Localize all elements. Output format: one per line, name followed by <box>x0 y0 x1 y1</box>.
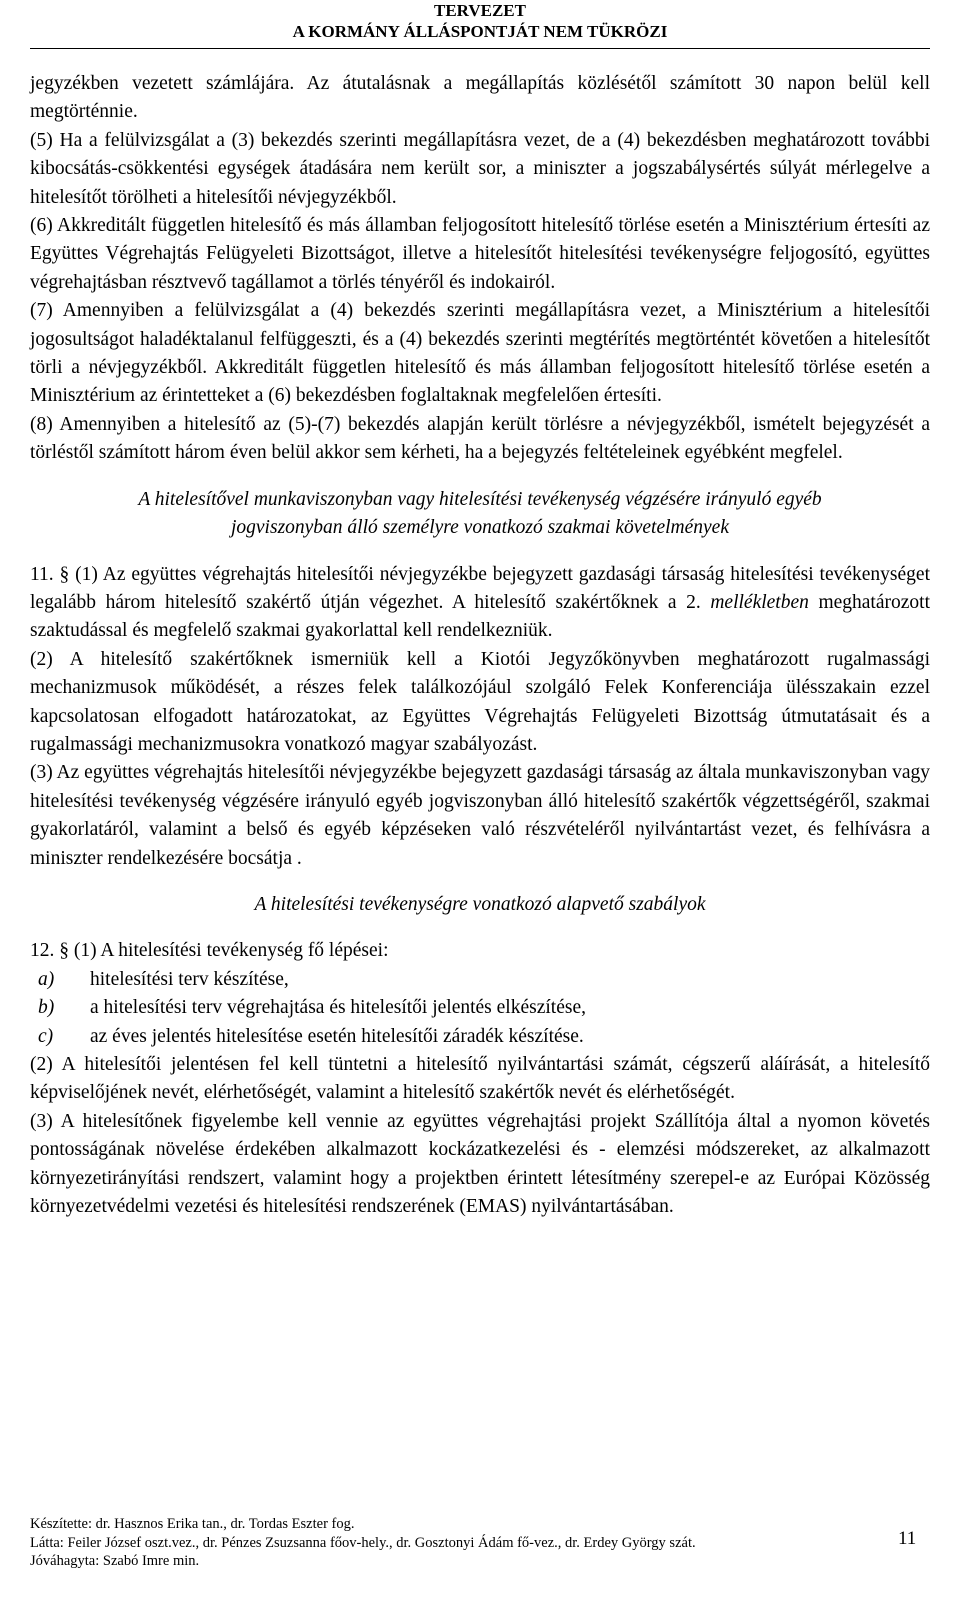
section-12-paragraph-1: 12. § (1) A hitelesítési tevékenység fő lépései: <box>30 940 389 962</box>
list-item-letter: c) <box>38 1025 54 1047</box>
section-11-paragraph-1 <box>30 561 930 646</box>
footer-reviewed-by: Látta: Feiler József oszt.vez., dr. Pénzes Zsuzsanna főov-hely., dr. Gosztonyi Ádám fő-vez., dr. Erdey György szát. <box>30 1534 696 1551</box>
footer-prepared-by: Készítette: dr. Hasznos Erika tan., dr. Tordas Eszter fog. <box>30 1516 355 1532</box>
list-item-text: az éves jelentés hitelesítése esetén hitelesítői záradék készítése. <box>90 1025 584 1047</box>
page-number: 11 <box>898 1528 917 1549</box>
document-footer <box>30 1515 930 1571</box>
list-item-letter: b) <box>38 997 55 1019</box>
footer-approved-by: Jóváhagyta: Szabó Imre min. <box>30 1553 200 1569</box>
paragraph-continuation: jegyzékben vezetett számlájára. Az átutalásnak a megállapítás közlésétől számított 30 napon belül kell megtörténnie. <box>30 73 930 123</box>
section-11-paragraph-3: (3) Az együttes végrehajtás hitelesítői névjegyzékbe bejegyzett gazdasági társaság az általa munkaviszonyban vagy hitelesítési tevékenység végzésére irányuló egyéb jogviszonyban álló hitelesítő szakértők végzettségéről, szakmai gyakorlatáról, valamint a belső és egyéb képzéseken való részvételéről nyilvántartást vezet, és felhívásra a miniszter rendelkezésére bocsátja . <box>30 762 930 869</box>
document-body <box>30 70 930 1221</box>
paragraph-6: (6) Akkreditált független hitelesítő és más államban feljogosított hitelesítő törlése esetén a Minisztérium értesíti az Együttes Végrehajtás Felügyeleti Bizottságot, illetve a hitelesítőt hitelesítési tevékenységre feljogosító, együttes végrehajtásban résztvevő tagállamot a törlés tényéről és indokairól. <box>30 215 930 293</box>
section-11-p1-text-a: 11. § (1) Az együttes végrehajtás hitelesítői névjegyzékbe bejegyzett gazdasági társaság hitelesítési tevékenységet legalább három hitelesítő szakértő útján végezhet. A hitelesítő szakértőknek a 2. <box>30 563 930 613</box>
list-item <box>30 966 930 994</box>
paragraph-8: (8) Amennyiben a hitelesítő az (5)-(7) bekezdés alapján került törlésre a névjegyzékből, ismételt bejegyzését a törléstől számított három éven belül akkor sem kérheti, ha a bejegyzés feltételeinek egyébként megfelel. <box>30 413 930 464</box>
document-header <box>0 0 960 42</box>
section-12-paragraph-3: (3) A hitelesítőnek figyelembe kell vennie az együttes végrehajtási projekt Szállítója által a nyomon követés pontosságának növelése érdekében alkalmazott kockázatkezelési és - elemzési módszereket, az alkalmazott környezetirányítási rendszert, valamint hogy a projektben érintett létesítmény szerepel-e az Európai Közösség környezetvédelmi vezetési és hitelesítési rendszerének (EMAS) nyilvántartásában. <box>30 1110 930 1218</box>
header-disclaimer: A KORMÁNY ÁLLÁSPONTJÁT NEM TÜKRÖZI <box>292 22 668 41</box>
paragraph-7: (7) Amennyiben a felülvizsgálat a (4) bekezdés szerinti megállapításra vezet, a Minisztérium a hitelesítői jogosultságot haladéktalanul felfüggeszti, és a (4) bekezdés szerinti megtérítés megtörténtét követően a hitelesítőt törli a névjegyzékből. Akkreditált független hitelesítő és más államban feljogosított hitelesítő törlése esetén a Minisztérium az érintetteket a (6) bekezdésben foglaltaknak megfelelően értesíti. <box>30 300 930 407</box>
list-item <box>30 994 930 1022</box>
section-heading-requirements-line2: jogviszonyban álló személyre vonatkozó szakmai követelmények <box>230 517 729 539</box>
annex-reference: mellékletben <box>710 591 809 613</box>
section-12-paragraph-2: (2) A hitelesítői jelentésen fel kell tüntetni a hitelesítő nyilvántartási számát, cégszerű aláírását, a hitelesítő képviselőjének nevét, elérhetőségét, valamint a hitelesítő szakértők nevét és elérhetőségét. <box>30 1054 930 1104</box>
paragraph-5: (5) Ha a felülvizsgálat a (3) bekezdés szerinti megállapításra vezet, de a (4) bekezdésben meghatározott további kibocsátás-csökkentési egységek átadására nem került sor, a miniszter a jogszabálysértés súlyát mérlegelve a hitelesítőt törölheti a hitelesítői névjegyzékből. <box>30 129 930 208</box>
header-draft-label: TERVEZET <box>434 1 526 20</box>
list-item <box>30 1023 930 1051</box>
list-item-text: a hitelesítési terv végrehajtása és hitelesítői jelentés elkészítése, <box>90 997 586 1019</box>
section-11-p1-text-b: meghatározott szaktudással és megfelelő szakmai gyakorlattal kell rendelkezniük. <box>30 591 930 642</box>
section-heading-requirements <box>30 486 930 543</box>
list-item-letter: a) <box>38 968 55 990</box>
section-heading-rules: A hitelesítési tevékenységre vonatkozó alapvető szabályok <box>254 893 706 915</box>
list-item-text: hitelesítési terv készítése, <box>90 968 289 990</box>
section-11-paragraph-2: (2) A hitelesítő szakértőknek ismerniük kell a Kiotói Jegyzőkönyvben meghatározott rugalmassági mechanizmusok működését, a részes felek találkozójául szolgáló Felek Konferenciája ülésszakain ezzel kapcsolatosan elfogadott határozatokat, az Együttes Végrehajtás Felügyeleti Bizottság útmutatásait és a rugalmassági mechanizmusokra vonatkozó magyar szabályozást. <box>30 648 930 755</box>
header-divider <box>30 48 930 49</box>
section-heading-requirements-line1: A hitelesítővel munkaviszonyban vagy hitelesítési tevékenység végzésére irányuló egyéb <box>138 488 822 510</box>
